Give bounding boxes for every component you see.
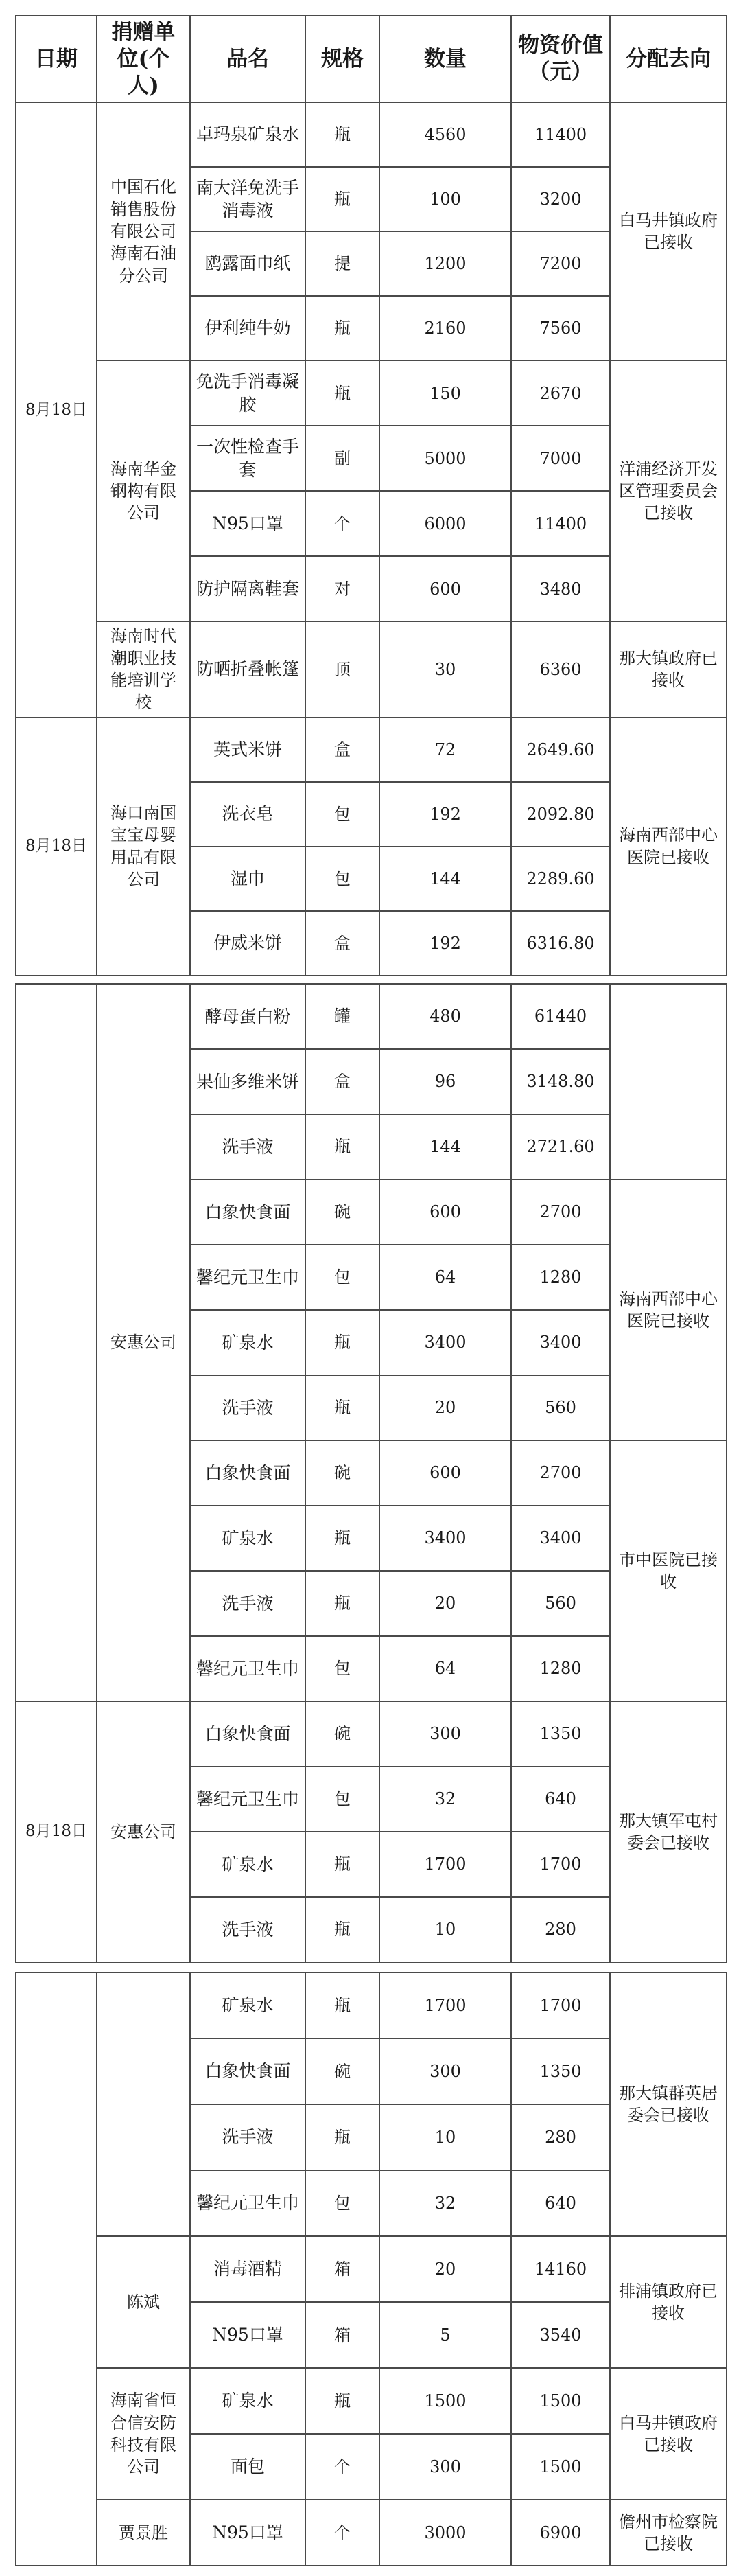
item-cell: 湿巾 [190,847,305,911]
spec-cell: 瓶 [305,1897,379,1962]
spec-cell: 副 [305,426,379,491]
spec-cell: 个 [305,2500,379,2566]
header-spec: 规格 [305,16,379,102]
qty-cell: 600 [379,1440,511,1506]
item-cell: 白象快食面 [190,1180,305,1245]
qty-cell: 144 [379,847,511,911]
qty-cell: 300 [379,1701,511,1767]
item-cell: 鸥露面巾纸 [190,231,305,296]
item-cell: 洗手液 [190,1571,305,1636]
date-cell: 8月18日 [16,1701,97,1962]
item-cell: 果仙多维米饼 [190,1049,305,1114]
item-cell: 洗手液 [190,1375,305,1440]
destination-cell: 白马井镇政府已接收 [610,102,727,360]
qty-cell: 5 [379,2302,511,2368]
item-cell: 南大洋免洗手消毒液 [190,167,305,231]
value-cell: 280 [511,1897,610,1962]
item-cell: N95口罩 [190,491,305,556]
table-row [16,2500,727,2566]
value-cell: 640 [511,1767,610,1832]
donor-cell: 安惠公司 [97,1701,190,1962]
item-cell: 矿泉水 [190,1310,305,1375]
qty-cell: 20 [379,2236,511,2302]
value-cell: 2700 [511,1440,610,1506]
spec-cell: 包 [305,1636,379,1701]
table-row [16,360,727,426]
item-cell: 洗手液 [190,2104,305,2170]
item-cell: 洗手液 [190,1114,305,1180]
value-cell: 640 [511,2170,610,2236]
table-page-3 [15,1972,726,2566]
qty-cell: 1200 [379,231,511,296]
value-cell: 14160 [511,2236,610,2302]
spec-cell: 瓶 [305,2368,379,2434]
spec-cell: 提 [305,231,379,296]
spec-cell: 对 [305,556,379,621]
value-cell: 2670 [511,360,610,426]
qty-cell: 20 [379,1375,511,1440]
spec-cell: 瓶 [305,1506,379,1571]
qty-cell: 3400 [379,1506,511,1571]
item-cell: 英式米饼 [190,717,305,782]
table-row [16,984,727,1049]
qty-cell: 2160 [379,296,511,360]
qty-cell: 300 [379,2434,511,2500]
destination-cell: 海南西部中心医院已接收 [610,1180,727,1440]
spec-cell: 罐 [305,984,379,1049]
value-cell: 280 [511,2104,610,2170]
value-cell: 3400 [511,1310,610,1375]
item-cell: 酵母蛋白粉 [190,984,305,1049]
qty-cell: 5000 [379,426,511,491]
spec-cell: 个 [305,491,379,556]
value-cell: 3540 [511,2302,610,2368]
table-row [16,2236,727,2302]
qty-cell: 10 [379,1897,511,1962]
item-cell: 防晒折叠帐篷 [190,621,305,717]
destination-cell: 洋浦经济开发区管理委员会已接收 [610,360,727,621]
value-cell: 6360 [511,621,610,717]
item-cell: 洗衣皂 [190,782,305,847]
item-cell: N95口罩 [190,2302,305,2368]
item-cell: 白象快食面 [190,1701,305,1767]
qty-cell: 3000 [379,2500,511,2566]
qty-cell: 30 [379,621,511,717]
spec-cell: 瓶 [305,1310,379,1375]
item-cell: 免洗手消毒凝胶 [190,360,305,426]
spec-cell: 顶 [305,621,379,717]
value-cell: 3480 [511,556,610,621]
spec-cell: 包 [305,847,379,911]
value-cell: 1500 [511,2434,610,2500]
qty-cell: 1700 [379,1832,511,1897]
item-cell: 馨纪元卫生巾 [190,1767,305,1832]
item-cell: 矿泉水 [190,2368,305,2434]
donor-cell: 海口南国宝宝母婴用品有限公司 [97,717,190,976]
spec-cell: 盒 [305,1049,379,1114]
value-cell: 61440 [511,984,610,1049]
qty-cell: 64 [379,1245,511,1310]
date-cell: 8月18日 [16,102,97,717]
item-cell: 馨纪元卫生巾 [190,2170,305,2236]
qty-cell: 4560 [379,102,511,167]
qty-cell: 72 [379,717,511,782]
table-row [16,102,727,167]
value-cell: 11400 [511,491,610,556]
qty-cell: 10 [379,2104,511,2170]
qty-cell: 3400 [379,1310,511,1375]
table-page-2 [15,983,726,1963]
value-cell: 11400 [511,102,610,167]
header-qty: 数量 [379,16,511,102]
qty-cell: 32 [379,1767,511,1832]
destination-cell: 海南西部中心医院已接收 [610,717,727,976]
table-row [16,621,727,717]
destination-cell: 市中医院已接收 [610,1440,727,1701]
value-cell: 1350 [511,1701,610,1767]
date-cell [16,984,97,1701]
value-cell: 7000 [511,426,610,491]
item-cell: 白象快食面 [190,2038,305,2104]
value-cell: 6900 [511,2500,610,2566]
donor-cell [97,1973,190,2236]
donation-table-1 [15,15,727,976]
item-cell: 矿泉水 [190,1832,305,1897]
item-cell: 消毒酒精 [190,2236,305,2302]
spec-cell: 箱 [305,2236,379,2302]
item-cell: N95口罩 [190,2500,305,2566]
spec-cell: 箱 [305,2302,379,2368]
value-cell: 2721.60 [511,1114,610,1180]
item-cell: 洗手液 [190,1897,305,1962]
spec-cell: 盒 [305,911,379,976]
spec-cell: 碗 [305,1180,379,1245]
item-cell: 白象快食面 [190,1440,305,1506]
item-cell: 矿泉水 [190,1506,305,1571]
spec-cell: 瓶 [305,1571,379,1636]
spec-cell: 包 [305,2170,379,2236]
item-cell: 一次性检查手套 [190,426,305,491]
qty-cell: 600 [379,1180,511,1245]
spec-cell: 瓶 [305,167,379,231]
value-cell: 2289.60 [511,847,610,911]
header-value: 物资价值（元） [511,16,610,102]
spec-cell: 瓶 [305,360,379,426]
table-row [16,1701,727,1767]
spec-cell: 包 [305,1245,379,1310]
qty-cell: 192 [379,782,511,847]
item-cell: 面包 [190,2434,305,2500]
spec-cell: 瓶 [305,1973,379,2038]
qty-cell: 150 [379,360,511,426]
spec-cell: 瓶 [305,1114,379,1180]
spec-cell: 包 [305,782,379,847]
value-cell: 7200 [511,231,610,296]
qty-cell: 6000 [379,491,511,556]
value-cell: 3400 [511,1506,610,1571]
value-cell: 6316.80 [511,911,610,976]
qty-cell: 100 [379,167,511,231]
item-cell: 矿泉水 [190,1973,305,2038]
qty-cell: 1500 [379,2368,511,2434]
donation-table-2 [15,983,727,1963]
spec-cell: 瓶 [305,296,379,360]
value-cell: 2649.60 [511,717,610,782]
spec-cell: 个 [305,2434,379,2500]
value-cell: 1700 [511,1973,610,2038]
value-cell: 560 [511,1375,610,1440]
spec-cell: 包 [305,1767,379,1832]
destination-cell: 白马井镇政府已接收 [610,2368,727,2500]
spec-cell: 瓶 [305,1375,379,1440]
destination-cell [610,984,727,1180]
value-cell: 1500 [511,2368,610,2434]
header-donor: 捐赠单位(个人) [97,16,190,102]
destination-cell: 排浦镇政府已接收 [610,2236,727,2368]
date-cell: 8月18日 [16,717,97,976]
value-cell: 1700 [511,1832,610,1897]
value-cell: 2092.80 [511,782,610,847]
qty-cell: 144 [379,1114,511,1180]
spec-cell: 碗 [305,2038,379,2104]
value-cell: 3148.80 [511,1049,610,1114]
qty-cell: 480 [379,984,511,1049]
qty-cell: 20 [379,1571,511,1636]
item-cell: 伊威米饼 [190,911,305,976]
value-cell: 1280 [511,1636,610,1701]
qty-cell: 600 [379,556,511,621]
donor-cell: 贾景胜 [97,2500,190,2566]
spec-cell: 瓶 [305,2104,379,2170]
table-page-1 [15,15,726,976]
value-cell: 7560 [511,296,610,360]
value-cell: 560 [511,1571,610,1636]
date-cell [16,1973,97,2566]
destination-cell: 那大镇群英居委会已接收 [610,1973,727,2236]
value-cell: 2700 [511,1180,610,1245]
spec-cell: 盒 [305,717,379,782]
qty-cell: 32 [379,2170,511,2236]
header-item: 品名 [190,16,305,102]
qty-cell: 192 [379,911,511,976]
spec-cell: 瓶 [305,102,379,167]
destination-cell: 那大镇军屯村委会已接收 [610,1701,727,1962]
donor-cell: 安惠公司 [97,984,190,1701]
donor-cell: 海南华金钢构有限公司 [97,360,190,621]
donor-cell: 海南省恒合信安防科技有限公司 [97,2368,190,2500]
destination-cell: 儋州市检察院已接收 [610,2500,727,2566]
item-cell: 馨纪元卫生巾 [190,1636,305,1701]
value-cell: 1350 [511,2038,610,2104]
donor-cell: 中国石化销售股份有限公司海南石油分公司 [97,102,190,360]
qty-cell: 96 [379,1049,511,1114]
spec-cell: 瓶 [305,1832,379,1897]
table-row [16,2368,727,2434]
qty-cell: 64 [379,1636,511,1701]
destination-cell: 那大镇政府已接收 [610,621,727,717]
table-row [16,1973,727,2038]
qty-cell: 1700 [379,1973,511,2038]
header-date: 日期 [16,16,97,102]
spec-cell: 碗 [305,1440,379,1506]
table-header-row [16,16,727,102]
item-cell: 伊利纯牛奶 [190,296,305,360]
header-dest: 分配去向 [610,16,727,102]
table-row [16,717,727,782]
value-cell: 3200 [511,167,610,231]
qty-cell: 300 [379,2038,511,2104]
donor-cell: 陈斌 [97,2236,190,2368]
item-cell: 卓玛泉矿泉水 [190,102,305,167]
donation-table-3 [15,1972,727,2566]
donor-cell: 海南时代潮职业技能培训学校 [97,621,190,717]
spec-cell: 碗 [305,1701,379,1767]
value-cell: 1280 [511,1245,610,1310]
item-cell: 馨纪元卫生巾 [190,1245,305,1310]
item-cell: 防护隔离鞋套 [190,556,305,621]
